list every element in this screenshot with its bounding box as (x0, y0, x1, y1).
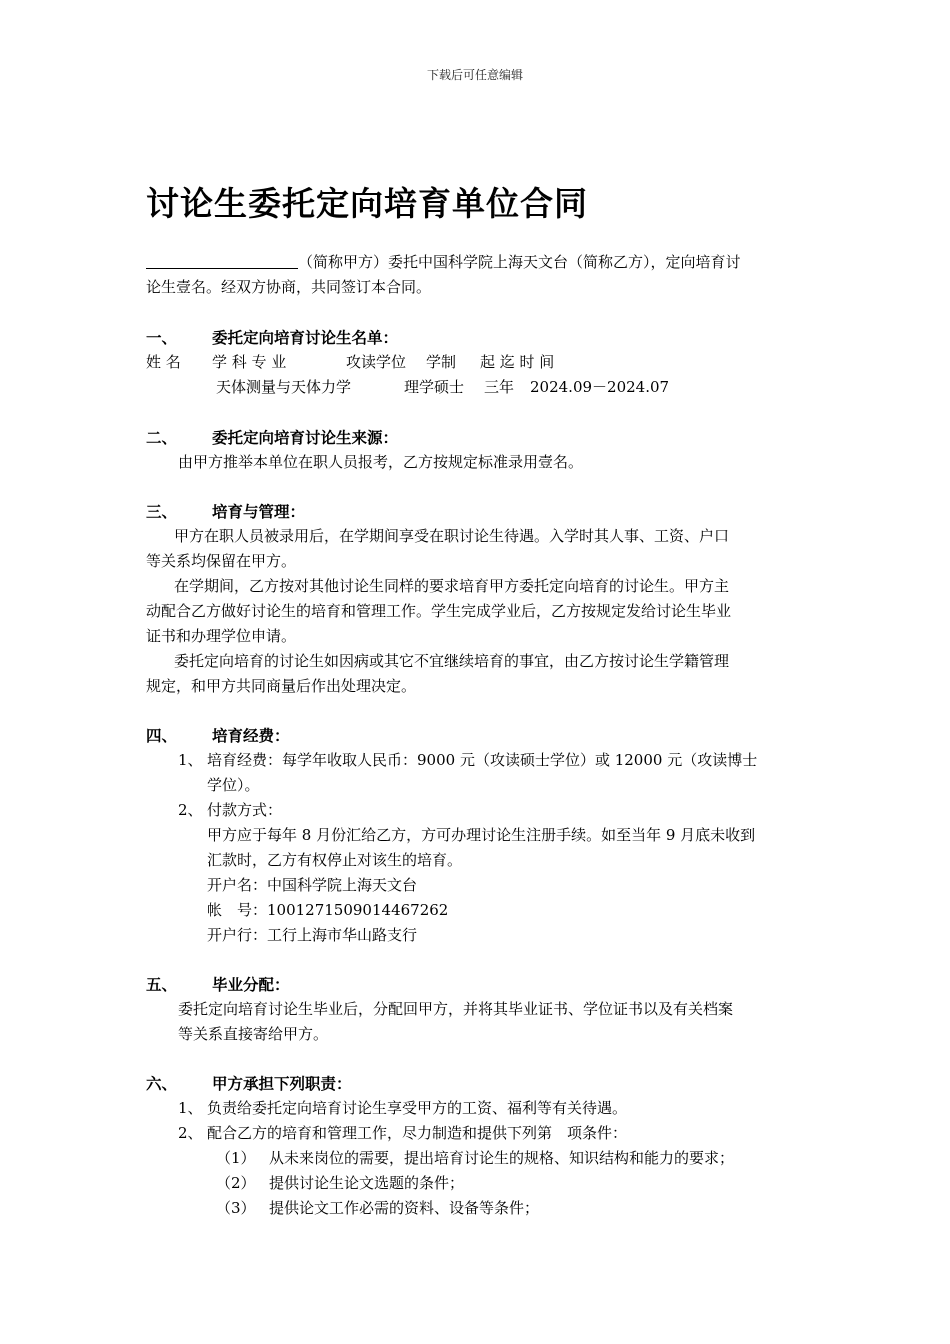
bank-name: 开户行：工行上海市华山路支行 (207, 926, 418, 944)
duty-item-2: 2、 配合乙方的培育和管理工作，尽力制造和提供下列第 项条件： (178, 1124, 628, 1142)
section-3-para-3-line-1: 委托定向培育的讨论生如因病或其它不宜继续培育的事宜，由乙方按讨论生学籍管理 (174, 652, 730, 670)
fee-item-1-line-1: 1、 培育经费：每学年收取人民币：9000 元（攻读硕士学位）或 12000 元（攻读博士 (178, 751, 758, 769)
page-header: 下载后可任意编辑 (426, 68, 523, 82)
intro-line-2: 论生壹名。经双方协商，共同签订本合同。 (146, 278, 432, 296)
condition-3: （3） 提供论文工作必需的资料、设备等条件； (216, 1199, 540, 1217)
payment-line-1: 甲方应于每年 8 月份汇给乙方，方可办理讨论生注册手续。如至当年 9 月底未收到 (207, 826, 756, 844)
section-3-para-2-line-3: 证书和办理学位申请。 (146, 627, 297, 645)
student-table-row (216, 377, 669, 397)
cell-major: 天体测量与天体力学 (216, 378, 352, 396)
condition-1: （1） 从未来岗位的需要，提出培育讨论生的规格、知识结构和能力的要求； (216, 1149, 735, 1167)
condition-2: （2） 提供讨论生论文选题的条件； (216, 1174, 465, 1192)
section-6-heading: 六、 甲方承担下列职责： (146, 1075, 352, 1093)
col-degree: 攻读学位 (346, 353, 407, 371)
section-5-line-1: 委托定向培育讨论生毕业后，分配回甲方，并将其毕业证书、学位证书以及有关档案 (178, 1000, 734, 1018)
duty-item-1: 1、 负责给委托定向培育讨论生享受甲方的工资、福利等有关待遇。 (178, 1099, 628, 1117)
section-1-heading: 一、 委托定向培育讨论生名单： (146, 329, 399, 347)
fee-item-2: 2、 付款方式： (178, 801, 283, 819)
col-period: 起 迄 时 间 (480, 353, 555, 371)
cell-degree: 理学硕士 (404, 378, 465, 396)
student-table-header (146, 352, 554, 372)
section-2-paragraph: 由甲方推举本单位在职人员报考，乙方按规定标准录用壹名。 (178, 453, 584, 471)
section-3-para-1-line-1: 甲方在职人员被录用后，在学期间享受在职讨论生待遇。入学时其人事、工资、户口 (174, 527, 730, 545)
document-title: 讨论生委托定向培育单位合同 (146, 184, 588, 223)
cell-system: 三年 (484, 378, 515, 396)
section-3-heading: 三、 培育与管理： (146, 503, 306, 521)
section-2-heading: 二、 委托定向培育讨论生来源： (146, 429, 399, 447)
col-name: 姓 名 (146, 353, 181, 371)
intro-line-1: （简称甲方）委托中国科学院上海天文台（简称乙方），定向培育讨 (146, 252, 741, 272)
col-system: 学制 (426, 353, 457, 371)
section-3-para-1-line-2: 等关系均保留在甲方。 (146, 552, 297, 570)
fee-item-1-line-2: 学位）。 (207, 776, 260, 794)
account-number: 帐 号：1001271509014467262 (207, 901, 449, 919)
section-3-para-2-line-2: 动配合乙方做好讨论生的培育和管理工作。学生完成学业后，乙方按规定发给讨论生毕业 (146, 602, 732, 620)
section-5-heading: 五、 毕业分配： (146, 976, 290, 994)
account-name: 开户名：中国科学院上海天文台 (207, 876, 418, 894)
cell-period: 2024.09－2024.07 (530, 378, 670, 396)
section-3-para-2-line-1: 在学期间，乙方按对其他讨论生同样的要求培育甲方委托定向培育的讨论生。甲方主 (174, 577, 730, 595)
section-4-heading: 四、 培育经费： (146, 727, 290, 745)
party-a-blank (146, 252, 298, 269)
col-major: 学 科 专 业 (212, 353, 287, 371)
section-3-para-3-line-2: 规定，和甲方共同商量后作出处理决定。 (146, 677, 417, 695)
payment-line-2: 汇款时，乙方有权停止对该生的培育。 (207, 851, 463, 869)
section-5-line-2: 等关系直接寄给甲方。 (178, 1025, 329, 1043)
